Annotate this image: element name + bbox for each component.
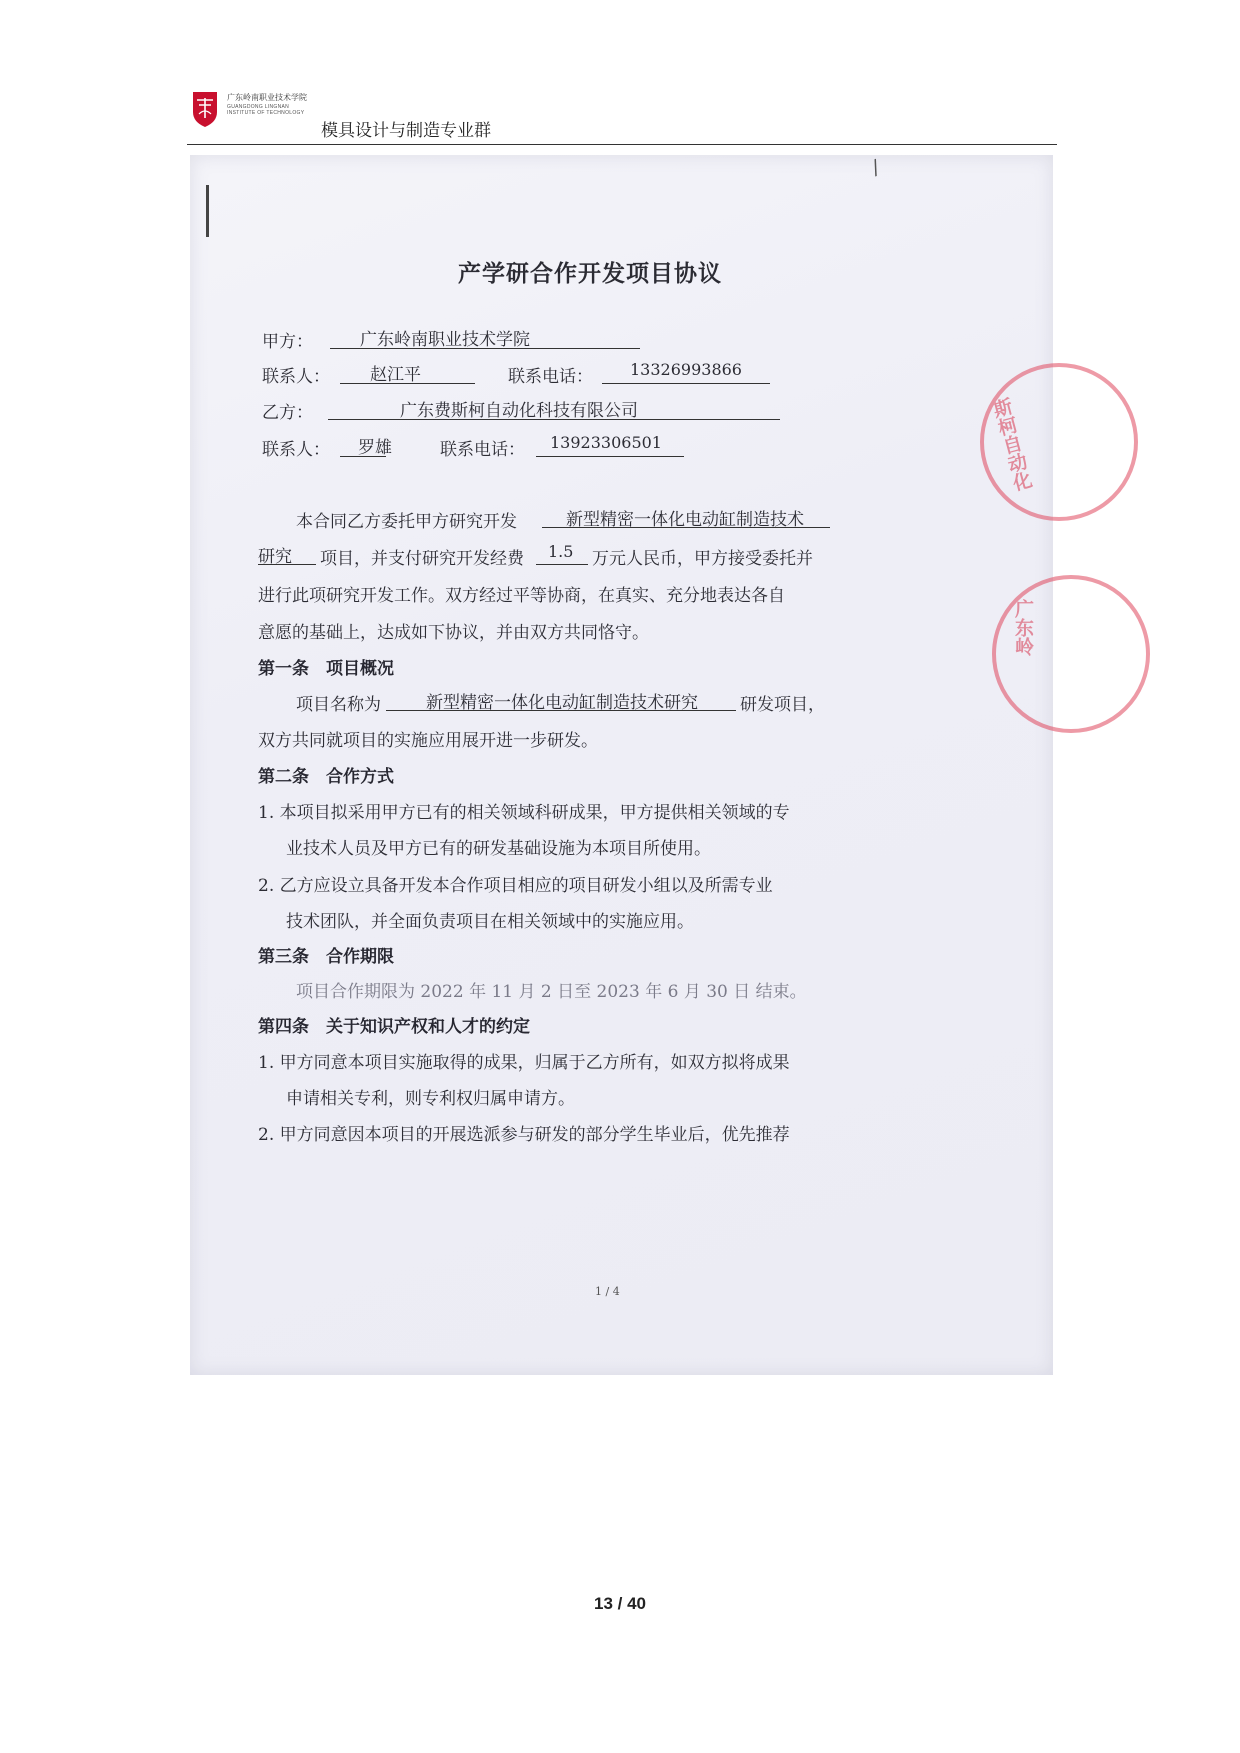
article-2-item-1-line-2: 业技术人员及甲方已有的研发基础设施为本项目所使用。 — [286, 839, 711, 859]
company-seal-stamp — [980, 363, 1138, 521]
phone-a-underline — [602, 383, 770, 384]
institution-name-en: GUANGDONG LINGNAN INSTITUTE OF TECHNOLOGY — [227, 104, 305, 116]
phone-a-label: 联系电话： — [508, 367, 593, 387]
article-2-title: 第二条 合作方式 — [258, 767, 394, 787]
college-seal-text: 广东岭 — [1012, 599, 1034, 656]
institution-name-cn: 广东岭南职业技术学院 — [227, 93, 307, 102]
article-3-title: 第三条 合作期限 — [258, 947, 394, 967]
page-header — [187, 86, 1057, 145]
intro-amount: 1.5 — [548, 542, 574, 561]
contact-a-name: 赵江平 — [370, 365, 421, 385]
article-2-item-2-line-2: 技术团队，并全面负责项目在相关领域中的实施应用。 — [286, 912, 694, 932]
intro-amount-underline — [536, 564, 588, 565]
article-1-project-name: 新型精密一体化电动缸制造技术研究 — [426, 693, 698, 713]
intro-line-2b: 万元人民币，甲方接受委托并 — [592, 549, 813, 569]
article-2-item-1-line-1: 1. 本项目拟采用甲方已有的相关领域科研成果，甲方提供相关领域的专 — [258, 803, 790, 823]
article-1-title: 第一条 项目概况 — [258, 659, 394, 679]
phone-b-number: 13923306501 — [550, 433, 662, 452]
intro-line-4: 意愿的基础上，达成如下协议，并由双方共同恪守。 — [258, 623, 649, 643]
phone-a-number: 13326993866 — [630, 360, 742, 379]
college-seal-stamp — [992, 575, 1150, 733]
phone-b-label: 联系电话： — [440, 440, 525, 460]
contact-a-label: 联系人： — [262, 367, 330, 387]
intro-line-1: 本合同乙方委托甲方研究开发 — [296, 512, 517, 532]
contact-b-name: 罗雄 — [358, 438, 392, 458]
page-footer-number: 13 / 40 — [594, 1594, 646, 1613]
party-b-label: 乙方： — [262, 403, 313, 423]
article-2-item-2-line-1: 2. 乙方应设立具备开发本合作项目相应的项目研发小组以及所需专业 — [258, 876, 773, 896]
phone-b-underline — [536, 456, 684, 457]
article-4-item-1-line-1: 1. 甲方同意本项目实施取得的成果，归属于乙方所有，如双方拟将成果 — [258, 1053, 790, 1073]
contact-b-label: 联系人： — [262, 440, 330, 460]
intro-project-name: 新型精密一体化电动缸制造技术 — [566, 510, 804, 530]
party-b-name: 广东费斯柯自动化科技有限公司 — [400, 401, 638, 421]
scan-page-number: 1 / 4 — [595, 1285, 620, 1298]
article-1-line-2: 双方共同就项目的实施应用展开进一步研发。 — [258, 731, 598, 751]
party-a-label: 甲方： — [262, 332, 313, 352]
article-1-line-1b: 研发项目， — [740, 695, 825, 715]
pen-tick-mark: / — [868, 154, 883, 180]
party-a-name: 广东岭南职业技术学院 — [360, 330, 530, 350]
intro-line-2: 项目，并支付研究开发经费 — [320, 549, 524, 569]
company-seal-text: 斯柯自动化 — [988, 395, 1034, 494]
college-logo-icon — [191, 90, 219, 128]
program-group-name: 模具设计与制造专业群 — [321, 121, 491, 141]
scanned-agreement-page — [190, 155, 1053, 1375]
scan-margin-mark — [206, 185, 209, 237]
intro-project-name-cont: 研究 — [258, 547, 292, 567]
agreement-title: 产学研合作开发项目协议 — [458, 261, 722, 287]
article-4-title: 第四条 关于知识产权和人才的约定 — [258, 1017, 530, 1037]
article-4-item-1-line-2: 申请相关专利，则专利权归属申请方。 — [286, 1089, 575, 1109]
article-3-line-1: 项目合作期限为 2022 年 11 月 2 日至 2023 年 6 月 30 日 结束。 — [296, 982, 807, 1002]
intro-line-3: 进行此项研究开发工作。双方经过平等协商，在真实、充分地表达各自 — [258, 586, 785, 606]
article-4-item-2-line-1: 2. 甲方同意因本项目的开展选派参与研发的部分学生毕业后，优先推荐 — [258, 1125, 790, 1145]
article-1-line-1: 项目名称为 — [296, 695, 381, 715]
